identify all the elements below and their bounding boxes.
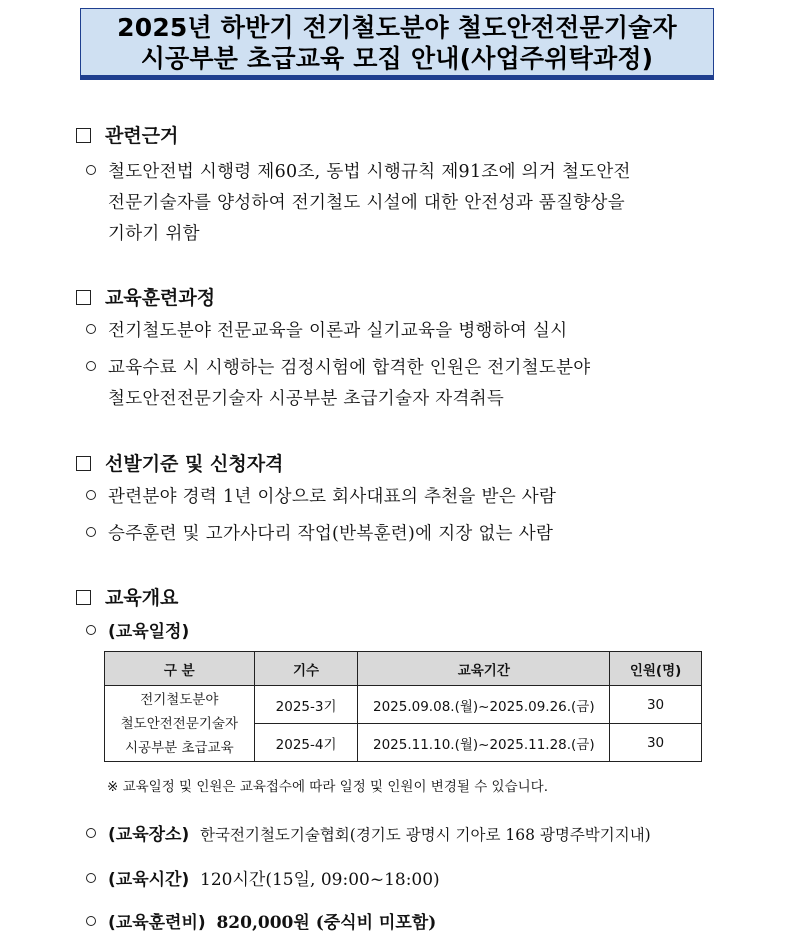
header-count: 인원(명)	[610, 652, 702, 686]
term-cell: 2025-3기	[254, 686, 358, 724]
count-cell: 30	[610, 686, 702, 724]
header-period: 교육기간	[358, 652, 610, 686]
basis-bullet-1: 철도안전법 시행령 제60조, 동법 시행규칙 제91조에 의거 철도안전	[86, 158, 631, 183]
square-bullet-icon	[76, 128, 91, 143]
section-heading-course: 교육훈련과정	[76, 283, 215, 310]
circle-bullet-icon	[86, 361, 96, 371]
document-title-box	[80, 8, 714, 76]
course-name-cell: 전기철도분야 철도안전전문기술자 시공부분 초급교육	[105, 686, 255, 762]
schedule-label: (교육일정)	[86, 617, 189, 642]
schedule-note: ※ 교육일정 및 인원은 교육접수에 따라 일정 및 인원이 변경될 수 있습니다.	[107, 779, 548, 795]
schedule-table	[104, 651, 702, 762]
section-heading-overview: 교육개요	[76, 583, 178, 610]
place-item: (교육장소) 한국전기철도기술협회(경기도 광명시 기아로 168 광명주박기지내)	[86, 820, 651, 845]
circle-bullet-icon	[86, 828, 96, 838]
header-term: 기수	[254, 652, 358, 686]
count-cell: 30	[610, 724, 702, 762]
course-bullet-2-line-2: 철도안전전문기술자 시공부분 초급기술자 자격취득	[108, 389, 505, 409]
circle-bullet-icon	[86, 873, 96, 883]
circle-bullet-icon	[86, 324, 96, 334]
circle-bullet-icon	[86, 490, 96, 500]
table-header-row	[105, 652, 702, 686]
square-bullet-icon	[76, 290, 91, 305]
period-cell: 2025.09.08.(월)~2025.09.26.(금)	[358, 686, 610, 724]
term-cell: 2025-4기	[254, 724, 358, 762]
title-line-1: 2025년 하반기 전기철도분야 철도안전전문기술자	[117, 13, 677, 42]
fee-item: (교육훈련비) 820,000원 (중식비 미포함)	[86, 908, 436, 933]
period-cell: 2025.11.10.(월)~2025.11.28.(금)	[358, 724, 610, 762]
title-line-2: 시공부분 초급교육 모집 안내(사업주위탁과정)	[140, 44, 654, 73]
circle-bullet-icon	[86, 165, 96, 175]
circle-bullet-icon	[86, 625, 96, 635]
square-bullet-icon	[76, 456, 91, 471]
circle-bullet-icon	[86, 916, 96, 926]
section-heading-basis: 관련근거	[76, 121, 178, 148]
circle-bullet-icon	[86, 527, 96, 537]
basis-bullet-1-line-2: 전문기술자를 양성하여 전기철도 시설에 대한 안전성과 품질향상을	[108, 193, 625, 213]
hours-item: (교육시간) 120시간(15일, 09:00~18:00)	[86, 865, 440, 890]
eligibility-bullet-2: 승주훈련 및 고가사다리 작업(반복훈련)에 지장 없는 사람	[86, 520, 553, 545]
course-bullet-2: 교육수료 시 시행하는 검정시험에 합격한 인원은 전기철도분야	[86, 354, 591, 379]
basis-bullet-1-line-3: 기하기 위함	[108, 224, 200, 244]
course-bullet-1: 전기철도분야 전문교육을 이론과 실기교육을 병행하여 실시	[86, 317, 567, 342]
eligibility-bullet-1: 관련분야 경력 1년 이상으로 회사대표의 추천을 받은 사람	[86, 483, 556, 508]
header-category: 구 분	[105, 652, 255, 686]
section-heading-eligibility: 선발기준 및 신청자격	[76, 449, 283, 476]
table-row	[105, 686, 702, 724]
square-bullet-icon	[76, 590, 91, 605]
